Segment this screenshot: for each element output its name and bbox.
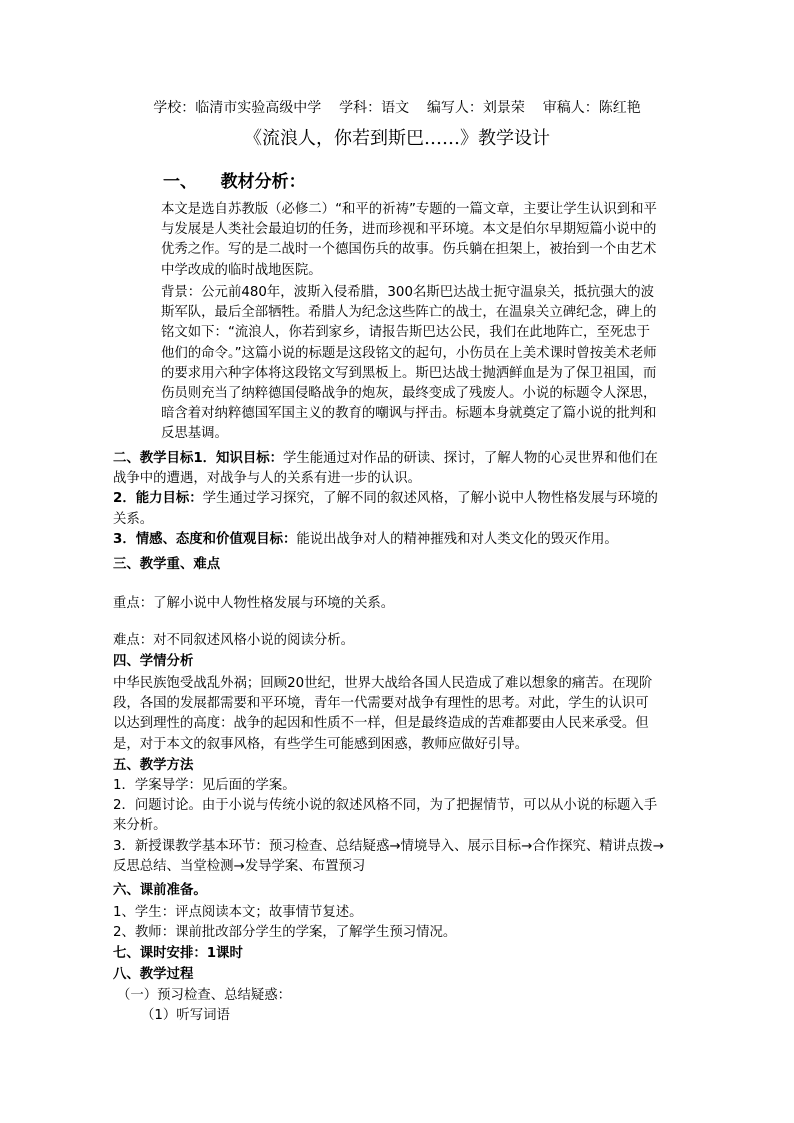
materials-paragraph-1 [161, 200, 683, 281]
text-line: 关系。 [113, 511, 154, 527]
text-line: 难点：对不同叙述风格小说的阅读分析。 [113, 633, 355, 648]
teaching-goals [113, 449, 683, 550]
method-item-2: 2．问题讨论。由于小说与传统小说的叙述风格不同，为了把握情节，可以从小说的标题入手 [113, 798, 658, 814]
materials-paragraph-background [161, 283, 683, 445]
goal-1-line [113, 449, 683, 469]
goal-1-text: 学生能通过对作品的研读、探讨，了解人物的心灵世界和他们在 [283, 451, 658, 466]
text-line: 中学改成的临时战地医院。 [161, 262, 322, 278]
goal-3-line [113, 530, 683, 550]
methods-list [113, 776, 683, 877]
document-header: 学校：临清市实验高级中学 学科：语文 编写人：刘景荣 审稿人：陈红艳 [153, 100, 641, 116]
text-line: 来分析。 [113, 818, 167, 834]
text-line: 反思总结、当堂检测→发导学案、布置预习 [113, 858, 366, 874]
text-line: 重点：了解小说中人物性格发展与环境的关系。 [113, 596, 395, 611]
goal-3-text: 能说出战争对人的精神摧残和对人类文化的毁灭作用。 [296, 531, 618, 547]
preparation-list [113, 903, 683, 943]
method-item-3: 3．新授课教学基本环节：预习检查、总结疑惑→情境导入、展示目标→合作探究、精讲点拨→ [113, 838, 665, 854]
section-heading-methods: 五、教学方法 [113, 758, 194, 773]
preparation-item-2: 2、教师：课前批改部分学生的学案，了解学生预习情况。 [113, 925, 457, 941]
text-line: 暗含着对纳粹德国军国主义的教育的嘲讽与抨击。标题本身就奠定了篇小说的批判和 [161, 406, 657, 422]
text-line: 以达到理性的高度：战争的起因和性质不一样，但是最终造成的苦难都要由人民来承受。但 [113, 716, 649, 732]
text-line: 优秀之作。写的是二战时一个德国伤兵的故事。伤兵躺在担架上，被抬到一个由艺术 [161, 242, 657, 258]
text-line: 与发展是人类社会最迫切的任务，进而珍视和平环境。本文是伯尔早期短篇小说中的 [161, 222, 657, 238]
section-heading-student-analysis: 四、学情分析 [113, 654, 194, 669]
goal-2-text: 学生通过学习探究，了解不同的叙述风格，了解小说中人物性格发展与环境的 [202, 491, 658, 507]
section-heading-key-points: 三、教学重、难点 [113, 557, 221, 572]
text-line: 斯军队，最后全部牺牲。希腊人为纪念这些阵亡的战士，在温泉关立碑纪念，碑上的 [161, 305, 657, 321]
text-line: 中华民族饱受战乱外祸；回顾20世纪，世界大战给各国人民造成了难以想象的痛苦。在现阶 [113, 676, 653, 691]
process-subsection [117, 986, 683, 1026]
text-line: 是，对于本文的叙事风格，有些学生可能感到困惑，教师应做好引导。 [113, 736, 529, 752]
goal-2-label: 2．能力目标： [113, 491, 203, 507]
section-heading-goals: 二、教学目标 [113, 451, 194, 466]
section-heading-schedule: 七、课时安排：1课时 [113, 946, 243, 961]
text-line: 他们的命令。”这篇小说的标题是这段铭文的起句，小伤员在上美术课时曾按美术老师 [161, 345, 657, 361]
text-line: 本文是选自苏教版（必修二）“和平的祈祷”专题的一篇文章，主要让学生认识到和平 [161, 202, 657, 217]
page-title: 《流浪人，你若到斯巴……》教学设计 [244, 128, 550, 149]
section-heading-preparation: 六、课前准备。 [113, 883, 207, 898]
section-heading-materials: 一、 教材分析： [163, 172, 306, 192]
process-sub-1: （一）预习检查、总结疑惑： [117, 988, 292, 1003]
process-sub-1-1: （1）听写词语 [141, 1008, 230, 1024]
difficulty-point [113, 631, 683, 651]
key-point [113, 594, 683, 614]
text-line: 战争中的遭遇，对战争与人的关系有进一步的认识。 [113, 471, 421, 487]
text-line: 铭文如下：“流浪人，你若到家乡，请报告斯巴达公民，我们在此地阵亡，至死忠于 [161, 325, 650, 341]
preparation-item-1: 1、学生：评点阅读本文；故事情节复述。 [113, 905, 363, 920]
text-line: 伤员则充当了纳粹德国侵略战争的炮灰，最终变成了残废人。小说的标题令人深思， [161, 386, 657, 402]
student-analysis-paragraph [113, 674, 683, 755]
goal-2-line [113, 489, 683, 509]
method-item-1: 1．学案导学：见后面的学案。 [113, 778, 296, 793]
text-line: 背景：公元前480年，波斯入侵希腊，300名斯巴达战士扼守温泉关，抵抗强大的波 [161, 285, 655, 300]
goal-1-label: 1．知识目标： [193, 451, 284, 466]
section-heading-process: 八、教学过程 [113, 967, 194, 982]
text-line: 段，各国的发展都需要和平环境，青年一代需要对战争有理性的思考。对此，学生的认识可 [113, 696, 649, 712]
goal-3-label: 3．情感、态度和价值观目标： [113, 531, 297, 547]
text-line: 反思基调。 [161, 426, 228, 442]
text-line: 的要求用六种字体将这段铭文写到黑板上。斯巴达战士抛洒鲜血是为了保卫祖国，而 [161, 365, 657, 381]
